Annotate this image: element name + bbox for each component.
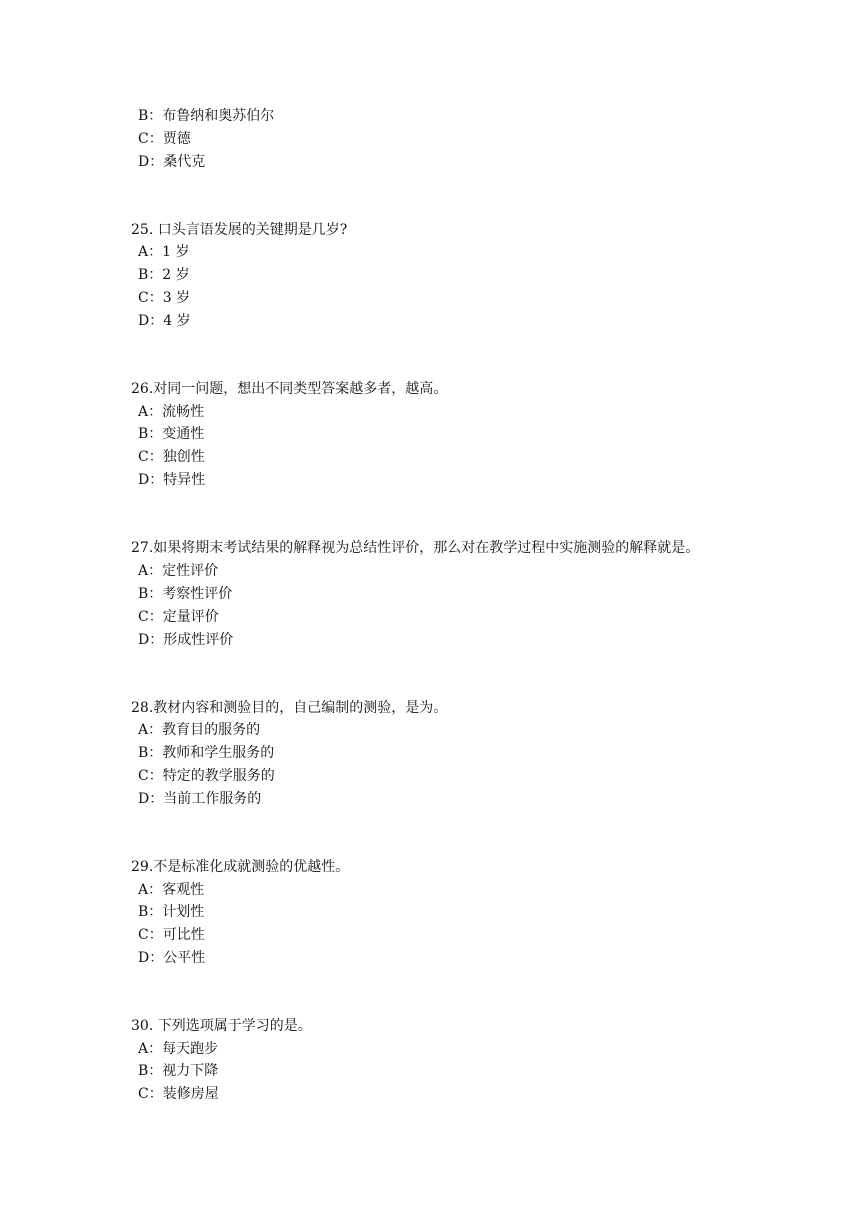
option-c: C：独创性 [138,449,205,465]
option-b: B：计划性 [138,904,205,920]
option-c: C：特定的教学服务的 [138,768,275,784]
option-a: A：流畅性 [138,404,205,420]
question-title: 30. 下列选项属于学习的是。 [131,1018,312,1034]
option-d: D：桑代克 [138,154,206,170]
option-b: B：视力下降 [138,1063,219,1079]
option-c: C：3 岁 [138,290,191,306]
option-a: A：定性评价 [138,563,219,579]
question-title: 27.如果将期末考试结果的解释视为总结性评价，那么对在教学过程中实施测验的解释就是。 [131,540,700,556]
option-d: D：形成性评价 [138,632,234,648]
question-title: 29.不是标准化成就测验的优越性。 [131,859,350,875]
option-b: B：考察性评价 [138,586,233,602]
option-b: B：变通性 [138,426,205,442]
option-d: D：4 岁 [138,313,191,329]
option-b: B：2 岁 [138,267,190,283]
question-title: 25. 口头言语发展的关键期是几岁? [131,222,348,238]
option-b: B：布鲁纳和奥苏伯尔 [138,108,275,124]
option-a: A：教育目的服务的 [138,722,261,738]
option-c: C：贾德 [138,131,191,147]
option-a: A：每天跑步 [138,1041,219,1057]
option-c: C：装修房屋 [138,1086,219,1102]
option-d: D：特异性 [138,472,206,488]
option-a: A：客观性 [138,882,205,898]
question-title: 28.教材内容和测验目的，自己编制的测验，是为。 [131,700,448,716]
option-c: C：定量评价 [138,609,219,625]
option-b: B：教师和学生服务的 [138,745,275,761]
option-c: C：可比性 [138,927,205,943]
option-a: A：1 岁 [138,244,190,260]
option-d: D：当前工作服务的 [138,791,262,807]
option-d: D：公平性 [138,950,206,966]
question-title: 26.对同一问题，想出不同类型答案越多者，越高。 [131,381,448,397]
